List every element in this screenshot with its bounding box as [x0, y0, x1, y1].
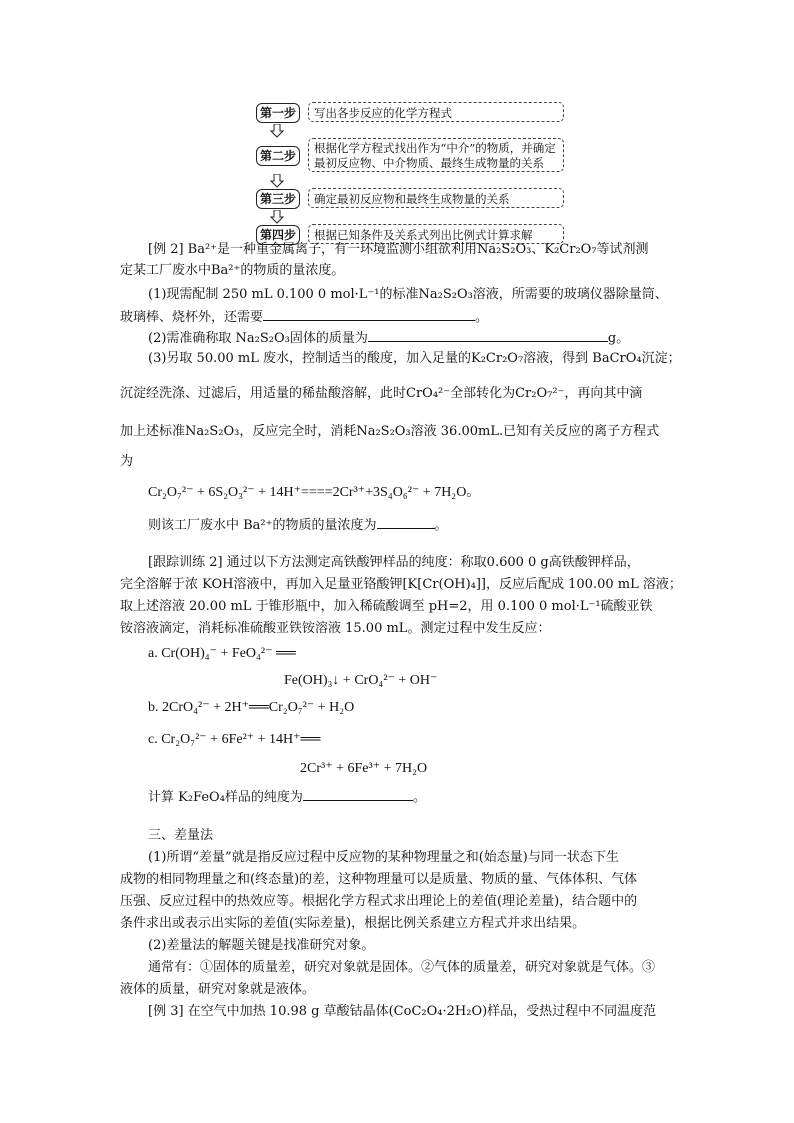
practice-2-line-2: 完全溶解于浓 KOH溶液中，再加入足量亚铬酸钾[K[Cr(OH)₄]]，反应后配成 100.00 mL 溶液； [120, 577, 682, 592]
reaction-c-right: 2Cr³⁺ + 6Fe³⁺ + 7H₂O [300, 761, 428, 776]
down-arrow-icon [256, 124, 298, 138]
question-1-line-1: (1)现需配制 250 mL 0.100 0 mol·L⁻¹的标准Na₂S₂O₃溶液，所需要的玻璃仪器除量筒、 [148, 287, 668, 302]
answer-blank[interactable] [303, 786, 413, 801]
unit: g。 [607, 331, 630, 346]
practice-2-line-4: 铵溶液滴定，消耗标准硫酸亚铁铵溶液 15.00 mL。测定过程中发生反应： [120, 621, 551, 636]
answer-blank[interactable] [377, 514, 435, 529]
question-3-ask [148, 514, 448, 536]
section-3-p3-line-2: 液体的质量，研究对象就是液体。 [120, 982, 316, 997]
section-3-title: 三、差量法 [148, 828, 214, 843]
answer-blank[interactable] [368, 327, 608, 342]
practice-2-line-1: [跟踪训练 2] 通过以下方法测定高铁酸钾样品的纯度：称取0.600 0 g高铁酸钾样品， [148, 555, 640, 570]
example-2-line-1: [例 2] Ba²⁺是一种重金属离子，有一环境监测小组欲利用Na₂S₂O₃、K₂Cr₂O₇等试剂测 [148, 242, 649, 257]
down-arrow-icon [256, 174, 298, 188]
step-label: 第三步 [256, 189, 300, 209]
question-3-line-2: 沉淀经洗涤、过滤后，用适量的稀盐酸溶解，此时CrO₄²⁻全部转化为Cr₂O₇²⁻，再向其中滴 [120, 386, 643, 401]
example-3-line-1: [例 3] 在空气中加热 10.98 g 草酸钴晶体(CoC₂O₄·2H₂O)样品，受热过程中不同温度范 [148, 1004, 657, 1019]
solving-steps-flowchart [256, 102, 568, 246]
flow-step-3 [256, 188, 568, 210]
reaction-c-left: c. Cr₂O₇²⁻ + 6Fe²⁺ + 14H⁺══ [148, 732, 321, 747]
question-3-text: 则该工厂废水中 Ba²⁺的物质的量浓度为 [148, 518, 377, 533]
section-3-p1-line-1: (1)所谓“差量”就是指反应过程中反应物的某种物理量之和(始态量)与同一状态下生 [148, 850, 619, 865]
practice-2-question-text: 计算 K₂FeO₄样品的纯度为 [148, 790, 303, 805]
reaction-a-right: Fe(OH)₃↓ + CrO₄²⁻ + OH⁻ [284, 673, 438, 688]
example-2-line-2: 定某工厂废水中Ba²⁺的物质的量浓度。 [120, 263, 345, 278]
step-description: 根据已知条件及关系式列出比例式计算求解 [308, 224, 564, 244]
section-3-p1-line-3: 压强、反应过程中的热效应等。根据化学方程式求出理论上的差值(理论差量)，结合题中的 [120, 894, 638, 909]
practice-2-question [148, 786, 426, 808]
practice-2-line-3: 取上述溶液 20.00 mL 于锥形瓶中，加入稀硫酸调至 pH=2，用 0.100 0 mol·L⁻¹硫酸亚铁 [120, 599, 653, 614]
question-1-text: 玻璃棒、烧杯外，还需要 [120, 310, 264, 325]
section-3-p2: (2)差量法的解题关键是找准研究对象。 [148, 938, 375, 953]
question-3-line-3: 加上述标准Na₂S₂O₃，反应完全时，消耗Na₂S₂O₃溶液 36.00mL.已知有关反应的离子方程式 [120, 424, 660, 439]
step-label: 第四步 [256, 225, 300, 245]
step-description: 写出各步反应的化学方程式 [308, 102, 564, 122]
down-arrow-icon [256, 210, 298, 224]
ionic-equation: Cr₂O₇²⁻ + 6S₂O₃²⁻ + 14H⁺====2Cr³⁺+3S₄O₆²⁻ + 7H₂O。 [148, 485, 481, 500]
section-3-p1-line-4: 条件求出或表示出实际的差值(实际差量)，根据比例关系建立方程式并求出结果。 [120, 916, 586, 931]
punct: 。 [434, 518, 448, 533]
question-1-line-2 [120, 306, 488, 328]
step-label: 第一步 [256, 103, 300, 123]
punct: 。 [412, 790, 426, 805]
flow-step-1 [256, 102, 568, 124]
answer-blank[interactable] [263, 306, 475, 321]
step-description: 确定最初反应物和最终生成物量的关系 [308, 188, 564, 208]
step-label: 第二步 [256, 146, 300, 166]
question-3-line-4: 为 [120, 454, 134, 469]
question-3-line-1: (3)另取 50.00 mL 废水，控制适当的酸度，加入足量的K₂Cr₂O₇溶液，得到 BaCrO₄沉淀； [148, 351, 681, 366]
section-3-p3-line-1: 通常有：①固体的质量差，研究对象就是固体。②气体的质量差，研究对象就是气体。③ [148, 960, 656, 975]
question-2 [148, 327, 629, 349]
question-2-text: (2)需准确称取 Na₂S₂O₃固体的质量为 [148, 331, 368, 346]
punct: 。 [475, 310, 489, 325]
reaction-a-left: a. Cr(OH)₄⁻ + FeO₄²⁻ ══ [148, 646, 296, 661]
reaction-b: b. 2CrO₄²⁻ + 2H⁺══Cr₂O₇²⁻ + H₂O [148, 700, 355, 715]
step-description: 根据化学方程式找出作为“中介”的物质，并确定最初反应物、中介物质、最终生成物量的关系 [308, 138, 564, 172]
flow-step-2 [256, 138, 568, 174]
section-3-p1-line-2: 成物的相同物理量之和(终态量)的差，这种物理量可以是质量、物质的量、气体体积、气体 [120, 872, 638, 887]
